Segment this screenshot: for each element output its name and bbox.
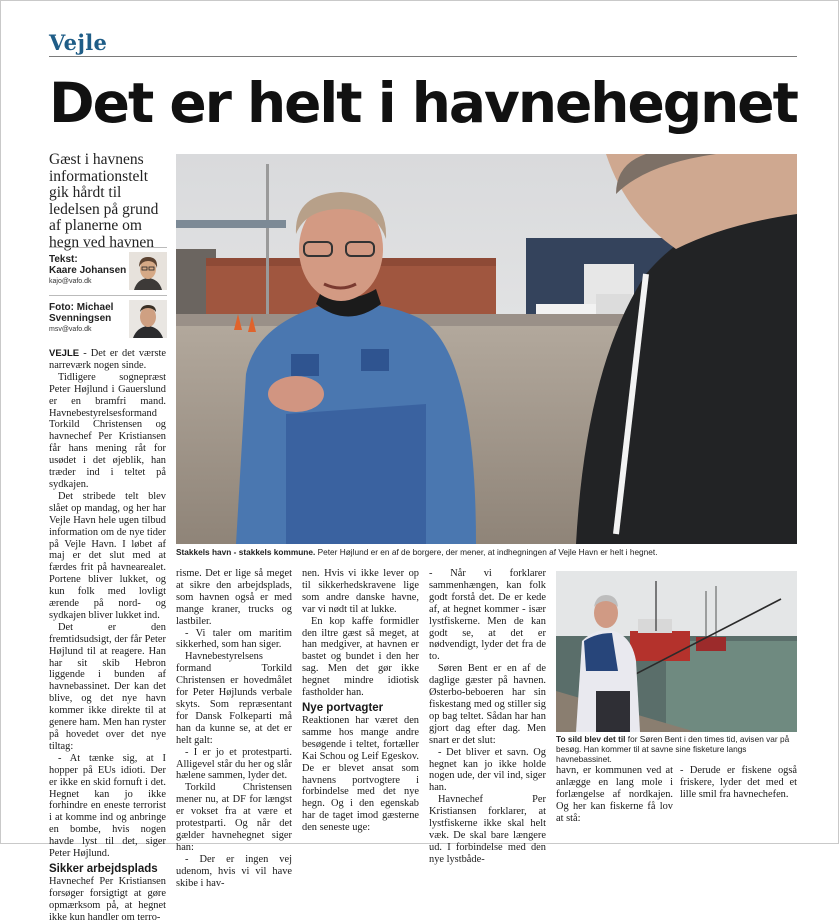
byline-text: [49, 247, 167, 292]
byline-photo: [49, 295, 167, 340]
credit-role: Foto: Michael: [49, 302, 114, 313]
paragraph: havn, er kommunen ved at anlægge en lang mole i forlængelse af nordkajen. Og her kan fiskerne få lov at stå:: [556, 765, 673, 824]
main-photo-caption: [176, 547, 797, 557]
caption-text: Peter Højlund er en af de borgere, der mener, at indhegningen af Vejle Havn er helt i hegnet.: [315, 547, 658, 557]
paragraph: Havnechef Per Kristiansen forklarer, at lystfiskerne ikke skal helt væk. De skal bare længere ud. I forbindelse med den nye lystbåde-: [429, 794, 546, 865]
credit-email: kajo@vafo.dk: [49, 278, 92, 285]
paragraph: Havnechef Per Kristiansen forsøger forsigtigt at gøre opmærksom på, at hegnet ikke kun handler om terro-: [49, 875, 166, 923]
paragraph: - At tænke sig, at I hopper på EUs idioti. Der er ikke en skid fornuft i det. Hegnet kan jo ikke forhindre en eneste terrorist i at komme ind og anbringe en bombe, hvis nogen havde lyst til det, siger Peter Højlund.: [49, 752, 166, 860]
paragraph: Reaktionen har været den samme hos mange andre besøgende i teltet, fortæller Kai Schou og Leif Egeskov. De er blevet ansat som havnens portvogtere i forbindelse med det nye hegn. Og i den egenskab har de taget imod gæsterne den seneste uge:: [302, 714, 419, 834]
subhead: Sikker arbejdsplads: [49, 862, 158, 875]
paragraph: Torkild Christensen mener nu, at DF for længst er vokset fra at være et protestparti. Og når det gælder havnehegnet siger han:: [176, 782, 292, 853]
paragraph: - Når vi forklarer sammenhængen, kan folk godt forstå det. De er kede af, at hegnet kommer - især lystfiskerne. Men de kan godt se, at det er nødvendigt, lyder det fra de to.: [429, 568, 546, 663]
paragraph: - Der er ingen vej udenom, hvis vi vil have skibe i hav-: [176, 853, 292, 889]
article-column-2: [176, 568, 292, 889]
subhead: Nye portvagter: [302, 701, 384, 714]
credit-name: Kaare Johansen: [49, 265, 127, 276]
main-photo: [176, 154, 797, 544]
caption-text: for Søren Bent i den times tid, avisen var på besøg. Han kommer til at savne sine fisketure langs havnebassinet.: [556, 734, 790, 764]
credit-email: msv@vafo.dk: [49, 326, 92, 333]
photographer-portrait: [129, 300, 167, 338]
section-label: Vejle: [49, 30, 108, 55]
article-column-4: [429, 568, 546, 865]
paragraph: Det stribede telt blev slået op mandag, og her har Vejle Havn hele ugen tilbud information om de nye tider på Vejle Havn. I løbet af maj er det slut med at færdes frit på havnearealet. Portene bliver lukket, og kun folk med lovligt ærende på nord- og sydkajen bliver lukket ind.: [49, 490, 166, 621]
caption-kicker: To sild blev det til: [556, 734, 626, 744]
fisherman-photo: [556, 571, 797, 732]
section-rule: [49, 56, 797, 57]
paragraph: - Vi taler om maritim sikkerhed, som han siger.: [176, 627, 292, 651]
paragraph: - Derude er fiskene også friskere, lyder det med et lille smil fra havnechefen.: [680, 765, 797, 800]
paragraph: En kop kaffe formidler den iltre gæst så meget, at han medgiver, at havnen er bastet og bundet i den her sag. Men det gør ikke hegnet mindre idiotisk fastholder han.: [302, 615, 419, 699]
article-column-3: [302, 568, 419, 834]
dateline: VEJLE: [49, 348, 80, 359]
paragraph: - Det er det værste narreværk nogen sinde.: [49, 348, 166, 371]
author-portrait: [129, 252, 167, 290]
article-column-6: [680, 765, 797, 820]
headline: Det er helt i havnehegnet: [49, 71, 797, 135]
fisherman-photo-caption: [556, 734, 797, 764]
paragraph: - I er jo et protestparti. Alligevel står du her og slår hælene sammen, lyder det.: [176, 746, 292, 782]
paragraph: nen. Hvis vi ikke lever op til sikkerhedskravene lige som andre danske havne, var vi nødt til at lukke.: [302, 568, 419, 615]
caption-kicker: Stakkels havn - stakkels kommune.: [176, 547, 316, 557]
credit-name: Svenningsen: [49, 313, 112, 324]
paragraph: Det er den fremtidsudsigt, der får Peter Højlund til at reagere. Han har sit skib Hebron liggende i bunden af havnebassinet. Der kan det blive, og det nye havn kommer ikke direkte til at genere ham. Men han ryster på hovedet over det nye tiltag:: [49, 621, 166, 752]
paragraph: Tidligere sognepræst Peter Højlund i Gauerslund er en bramfri mand. Havnebestyrelsesformand Torkild Christensen og havnechef Per Kristiansen får hans mening råt for usødet i det øjeblik, han træder ind i teltet på sydkajen.: [49, 371, 166, 490]
paragraph: Havnebestyrelsens formand Torkild Christensen er hovedmålet for Peter Højlunds verbale skyts. Som repræsentant for Dansk Folkeparti må han da kunne se, at det er helt galt:: [176, 651, 292, 746]
article-column-1: [49, 348, 166, 923]
paragraph: Søren Bent er en af de daglige gæster på havnen. Østerbo-beboeren har sin fiskestang med og stiller sig op bag teltet. Sådan har han gjort dag efter dag. Men snart er det slut:: [429, 663, 546, 746]
lede: Gæst i havnens informationstelt gik hårdt til ledelsen på grund af planerne om hegn ved havnen: [49, 151, 159, 251]
paragraph: risme. Det er lige så meget at sikre den arbejdsplads, som havnen også er med mange kraner, trucks og lastbiler.: [176, 568, 292, 627]
article-column-5: [556, 765, 673, 824]
credit-role: Tekst:: [49, 254, 78, 265]
paragraph: - Det bliver et savn. Og hegnet kan jo ikke holde nogen ude, der vil ind, siger han.: [429, 746, 546, 794]
